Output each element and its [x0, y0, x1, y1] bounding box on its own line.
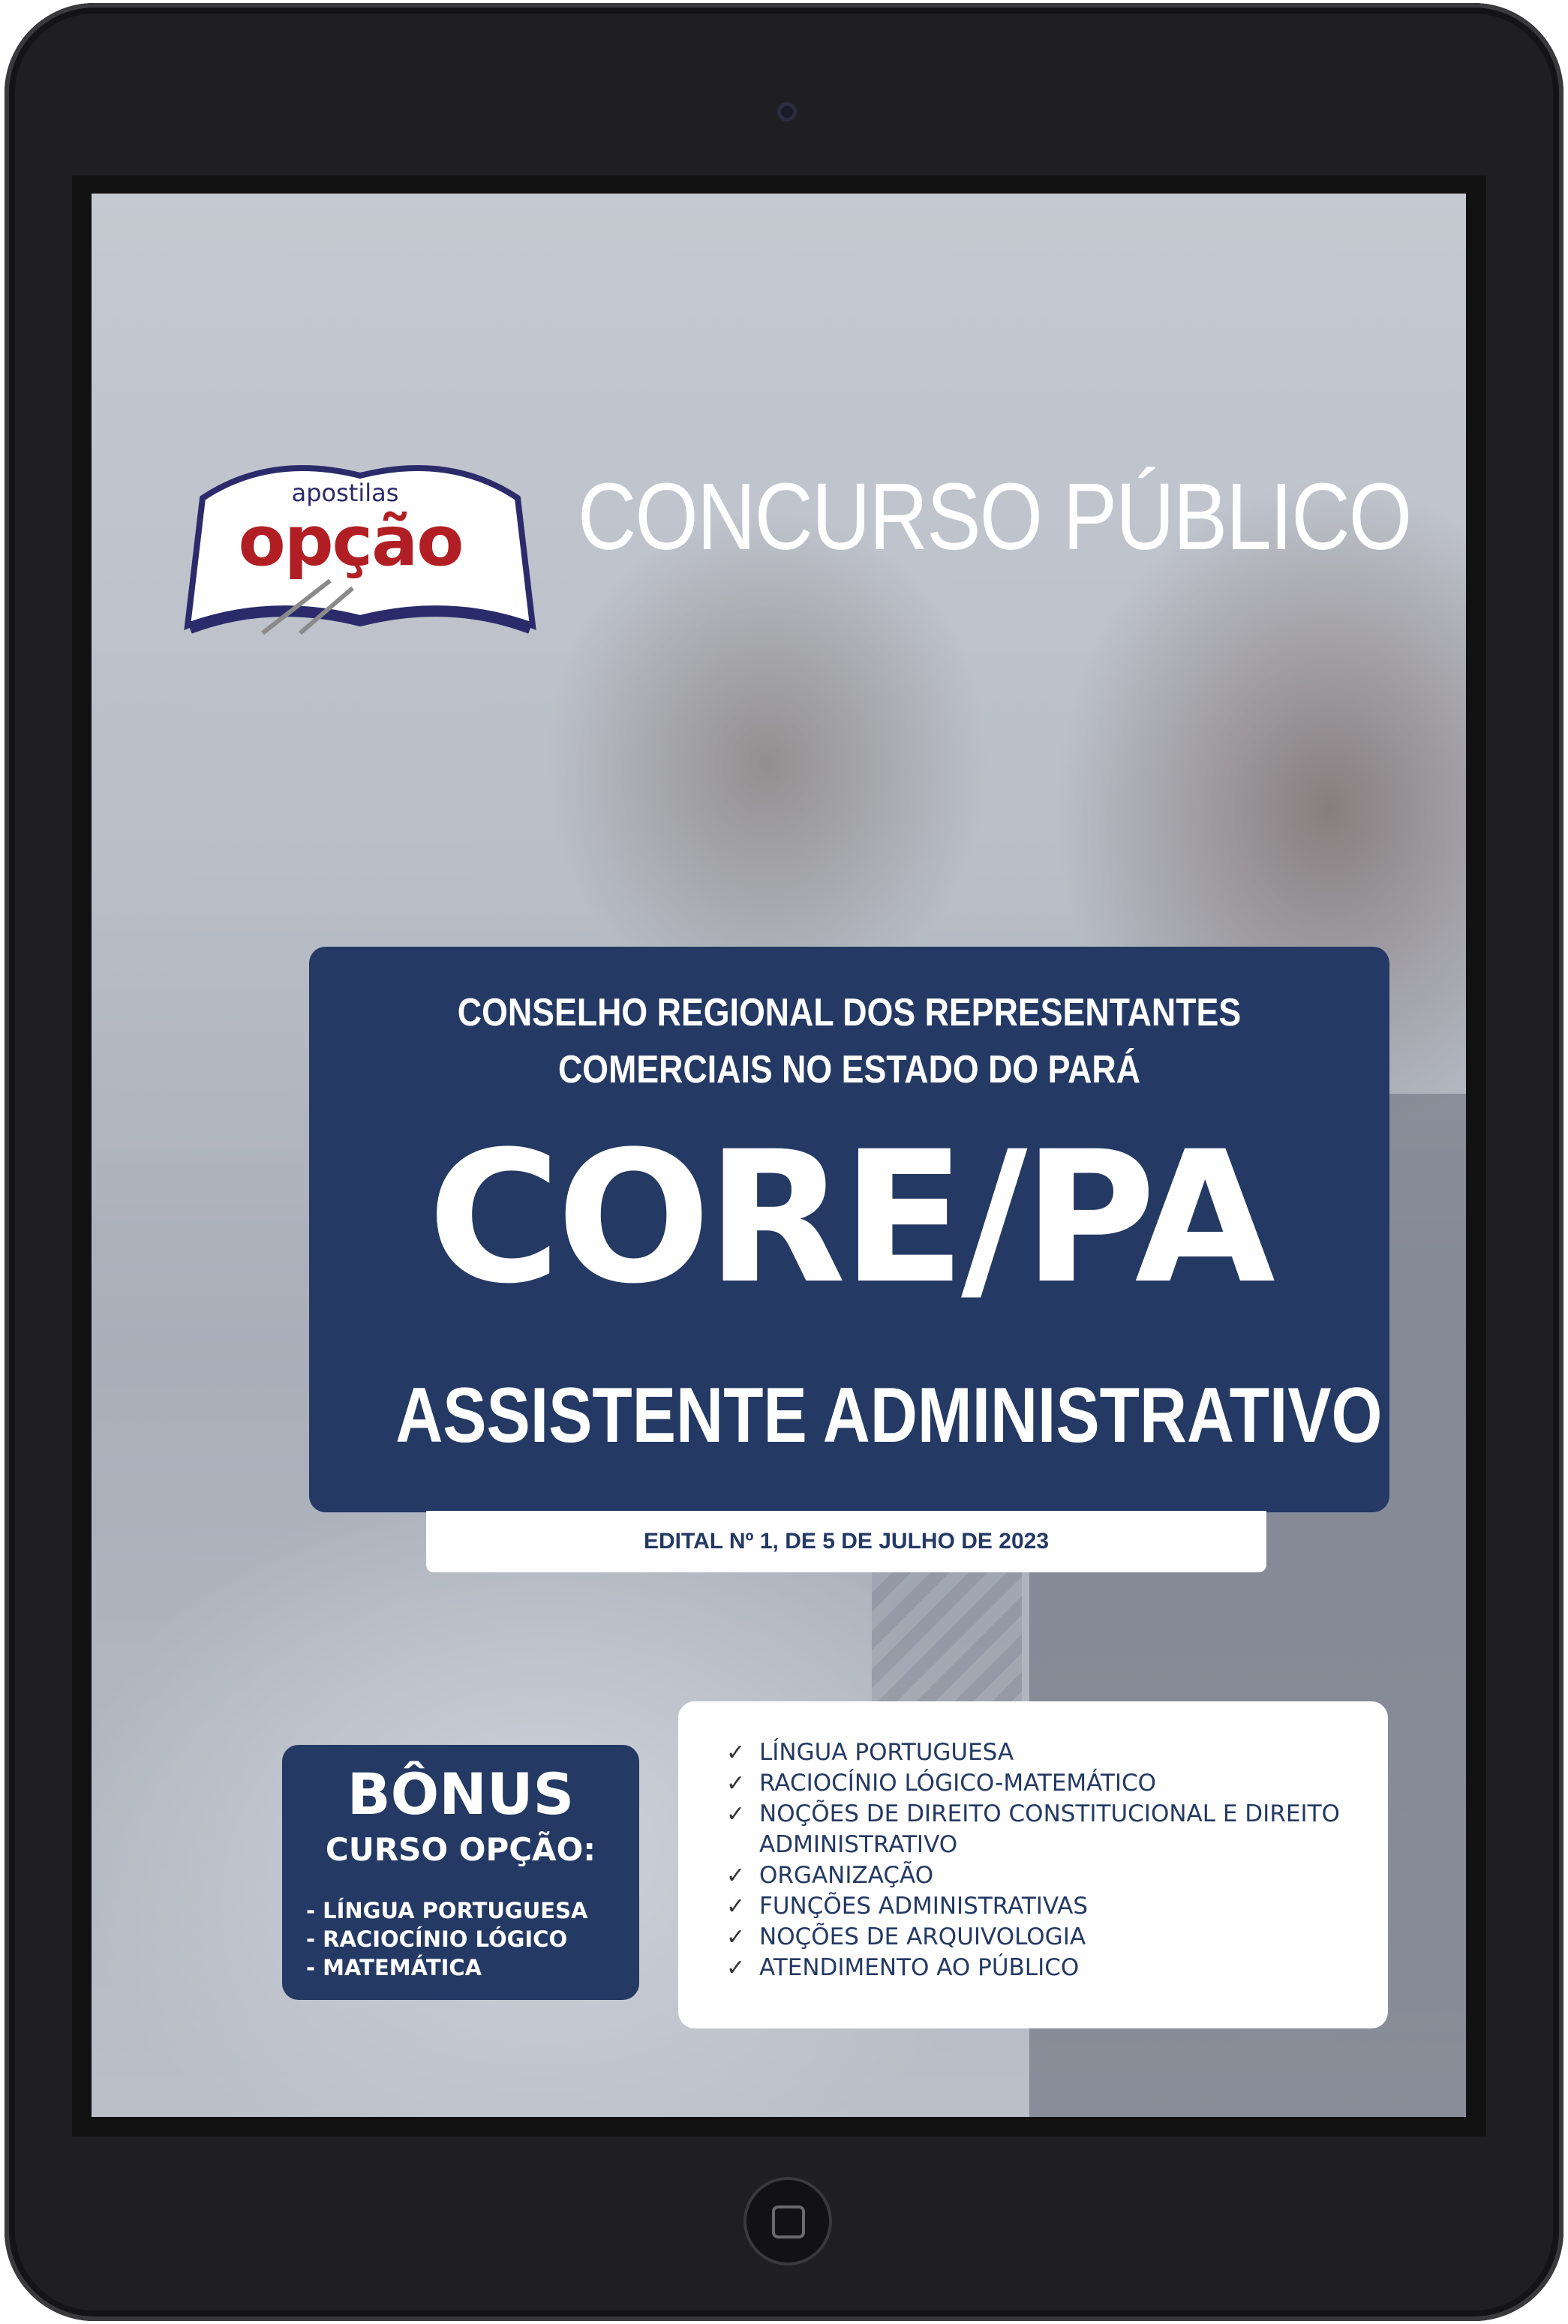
topic-label: ORGANIZAÇÃO	[759, 1862, 934, 1889]
topic-label: NOÇÕES DE ARQUIVOLOGIA	[759, 1923, 1086, 1950]
list-item	[726, 1953, 1371, 1983]
check-icon: ✓	[726, 1924, 746, 1950]
topic-label: ATENDIMENTO AO PÚBLICO	[759, 1954, 1080, 1981]
tablet-frame	[5, 3, 1563, 2321]
topic-label: FUNÇÕES ADMINISTRATIVAS	[759, 1893, 1089, 1920]
list-item: - RACIOCÍNIO LÓGICO	[306, 1926, 568, 1952]
tablet-screen	[72, 176, 1486, 2136]
topics-panel	[678, 1701, 1388, 2028]
edital-label: EDITAL Nº 1, DE 5 DE JULHO DE 2023	[426, 1511, 1266, 1572]
logo-word: opção	[238, 501, 463, 581]
organization-name: CONSELHO REGIONAL DOS REPRESENTANTES COMERCIAIS NO ESTADO DO PARÁ	[457, 991, 1242, 1091]
topic-label: LÍNGUA PORTUGUESA	[759, 1739, 1014, 1766]
page-title: CONCURSO PÚBLICO	[578, 464, 1411, 569]
list-item	[726, 1799, 1371, 1860]
bonus-list	[306, 1896, 636, 1982]
list-item	[726, 1922, 1371, 1953]
check-icon: ✓	[726, 1893, 746, 1920]
logo-top-text: apostilas	[291, 479, 399, 507]
check-icon: ✓	[726, 1863, 746, 1889]
check-icon: ✓	[726, 1801, 746, 1827]
main-panel	[309, 947, 1389, 1512]
job-role: ASSISTENTE ADMINISTRATIVO	[395, 1372, 1383, 1459]
list-item: - LÍNGUA PORTUGUESA	[306, 1898, 588, 1923]
list-item	[726, 1891, 1371, 1922]
check-icon: ✓	[726, 1770, 746, 1797]
topics-list	[726, 1737, 1371, 1983]
list-item	[726, 1737, 1371, 1768]
home-button[interactable]	[743, 2177, 832, 2265]
organization-acronym: CORE/PA	[428, 1112, 1271, 1324]
home-icon	[772, 2205, 805, 2238]
book-cover	[92, 194, 1466, 2117]
list-item	[726, 1860, 1371, 1891]
bonus-title: BÔNUS	[347, 1761, 575, 1827]
bonus-panel	[282, 1745, 639, 2000]
topic-label: NOÇÕES DE DIREITO CONSTITUCIONAL E DIREITO ADMINISTRATIVO	[759, 1800, 1340, 1858]
apostilas-opcao-logo	[180, 446, 540, 648]
list-item	[726, 1768, 1371, 1799]
check-icon: ✓	[726, 1955, 746, 1981]
camera-icon	[777, 102, 797, 122]
topic-label: RACIOCÍNIO LÓGICO-MATEMÁTICO	[759, 1770, 1157, 1797]
bonus-subtitle: CURSO OPÇÃO:	[325, 1831, 596, 1868]
check-icon: ✓	[726, 1740, 746, 1766]
list-item: - MATEMÁTICA	[306, 1955, 482, 1980]
